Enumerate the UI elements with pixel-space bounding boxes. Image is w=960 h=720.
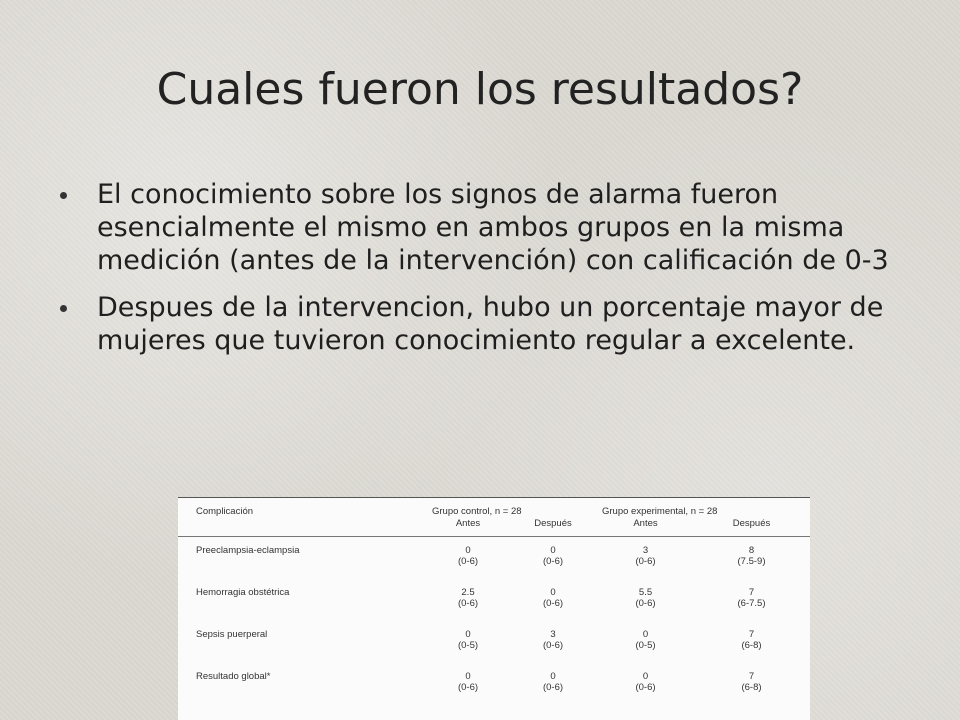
row-label: Preeclampsia-eclampsia (196, 545, 300, 556)
table-cell: 2.5 (0-6) (457, 587, 479, 609)
results-table (178, 497, 810, 713)
bullet-text: Despues de la intervencion, hubo un porcentaje mayor de mujeres que tuvieron conocimiento regular a excelente. (97, 292, 884, 356)
table-row (178, 537, 810, 588)
header-complicacion: Complicación (178, 498, 428, 519)
slide-title: Cuales fueron los resultados? (156, 64, 804, 115)
bullet-item (60, 178, 900, 277)
table-cell: 7 (6-7.5) (737, 587, 766, 609)
table-row (178, 629, 810, 671)
bullet-item (60, 291, 900, 357)
table-cell: 7 (6-8) (741, 629, 762, 651)
table-cell: 0 (0-6) (542, 671, 564, 693)
table-cell: 0 (0-5) (635, 629, 656, 651)
table-row (178, 671, 810, 713)
row-label: Hemorragia obstétrica (196, 587, 290, 598)
table-cell: 7 (6-8) (741, 671, 762, 693)
row-label: Sepsis puerperal (196, 629, 268, 640)
table-cell: 3 (0-6) (542, 629, 564, 651)
table-cell: 3 (0-6) (635, 545, 656, 567)
bullet-dot-icon (60, 305, 67, 312)
table-cell: 0 (0-6) (542, 545, 564, 567)
bullet-list (60, 178, 900, 371)
row-label: Resultado global* (196, 671, 271, 682)
table-cell: 0 (0-5) (457, 629, 479, 651)
results-table-image (178, 497, 810, 720)
header-despues: Después (508, 518, 598, 537)
table-cell: 8 (7.5-9) (737, 545, 766, 567)
header-despues: Después (693, 518, 810, 537)
table-cell: 0 (0-6) (635, 671, 656, 693)
bullet-text: El conocimiento sobre los signos de alarma fueron esencialmente el mismo en ambos grupos en la misma medición (antes de la intervención) con calificación de 0-3 (97, 179, 889, 276)
header-blank (178, 518, 428, 537)
table-cell: 0 (0-6) (542, 587, 564, 609)
header-antes: Antes (598, 518, 693, 537)
table-cell: 0 (0-6) (457, 671, 479, 693)
table-cell: 5.5 (0-6) (635, 587, 656, 609)
header-antes: Antes (428, 518, 508, 537)
header-group-control: Grupo control, n = 28 (428, 498, 598, 519)
bullet-dot-icon (60, 192, 67, 199)
table-cell: 0 (0-6) (457, 545, 479, 567)
header-group-experimental: Grupo experimental, n = 28 (598, 498, 810, 519)
table-row (178, 587, 810, 629)
